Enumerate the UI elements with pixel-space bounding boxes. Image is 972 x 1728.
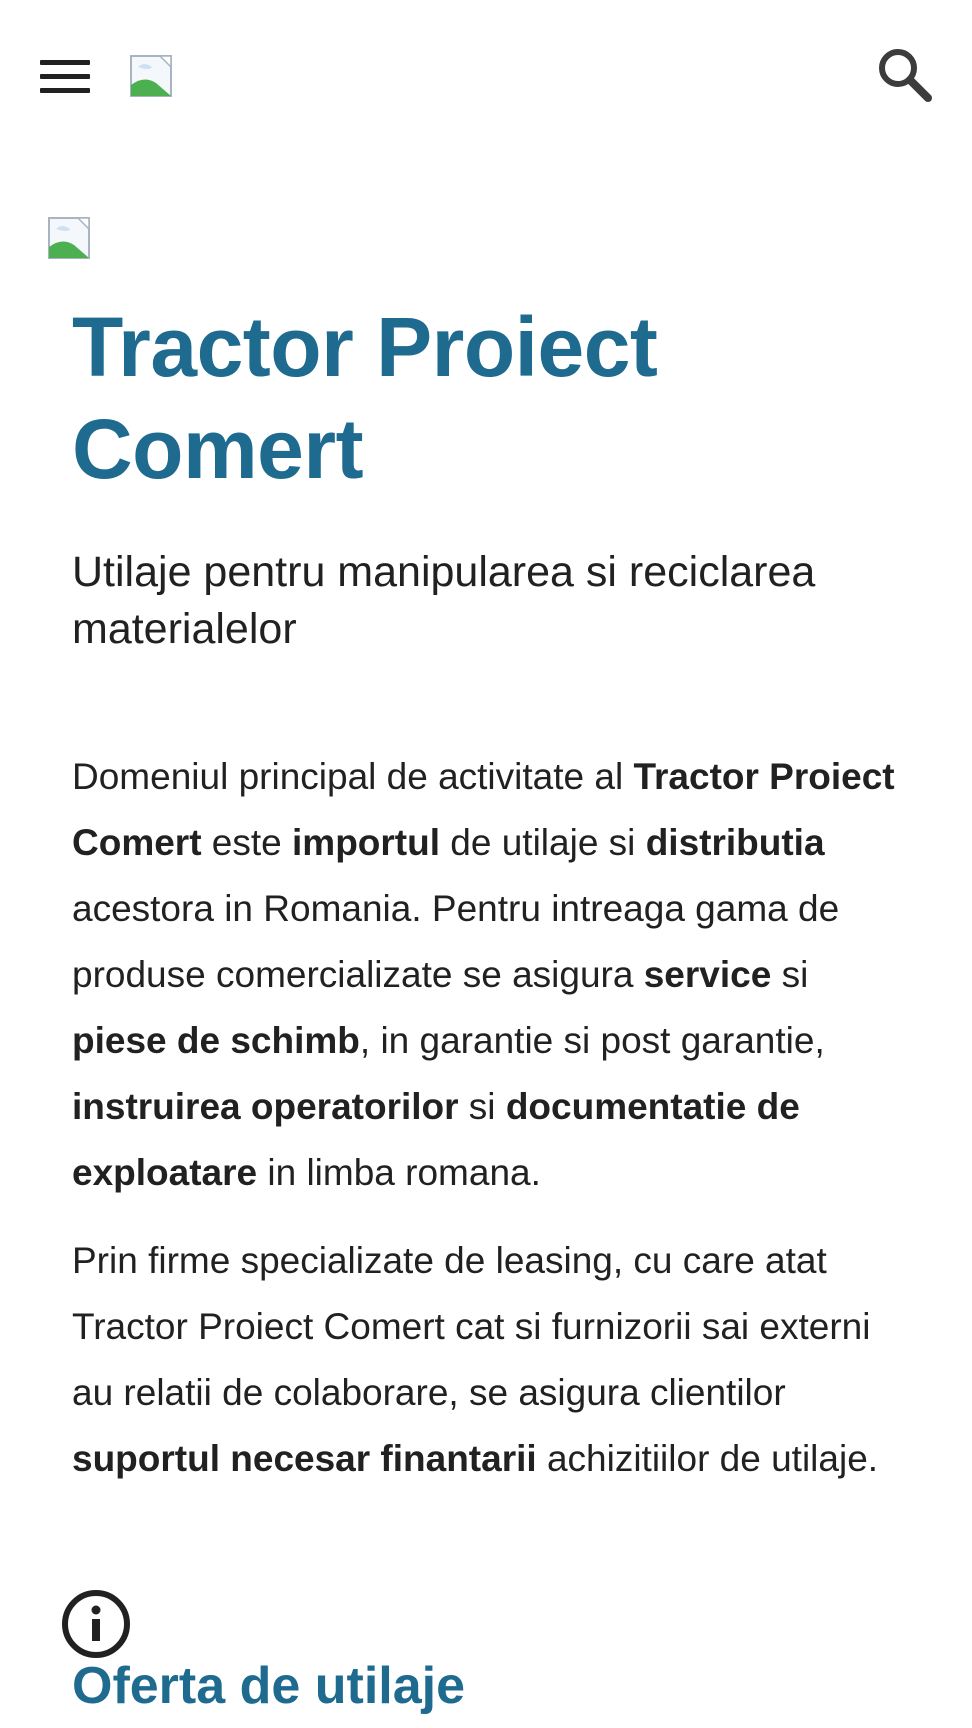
financing-paragraph xyxy=(72,1228,912,1492)
search-button[interactable] xyxy=(870,40,940,110)
search-icon xyxy=(870,40,940,110)
bold-text: suportul necesar finantarii xyxy=(72,1438,537,1479)
hamburger-menu-icon-bar xyxy=(40,74,90,79)
hamburger-menu-icon-bar xyxy=(40,88,90,93)
bold-text: documentatie de exploatare xyxy=(72,1086,800,1193)
text-segment: , in garantie si post garantie, xyxy=(359,1020,825,1061)
broken-image-icon xyxy=(130,55,172,97)
text-segment: si xyxy=(771,954,809,995)
bold-text: Tractor Proiect Comert xyxy=(72,756,895,863)
text-segment: acestora in Romania. Pentru intreaga gama de produse comercializate se asigura xyxy=(72,888,840,995)
hamburger-menu-icon xyxy=(40,60,90,65)
text-segment: si xyxy=(458,1086,506,1127)
site-logo[interactable] xyxy=(130,55,172,97)
bold-text: distributia xyxy=(645,822,825,863)
text-segment: Prin firme specializate de leasing, cu care atat Tractor Proiect Comert cat si furnizorii sai externi au relatii de colaborare, se asigura clientilor xyxy=(72,1240,871,1413)
text-segment: in limba romana. xyxy=(257,1152,541,1193)
bold-text: service xyxy=(643,954,772,995)
info-icon xyxy=(60,1588,132,1660)
section-heading-offer: Oferta de utilaje xyxy=(72,1657,465,1715)
menu-button[interactable] xyxy=(28,44,102,108)
text-segment: achizitiilor de utilaje. xyxy=(536,1438,879,1479)
page-subtitle: Utilaje pentru manipularea si reciclarea materialelor xyxy=(72,548,816,653)
broken-image-icon xyxy=(48,217,90,259)
text-segment: este xyxy=(201,822,293,863)
intro-paragraph xyxy=(72,744,912,1206)
page-title: Tractor Proiect Comert xyxy=(72,300,658,496)
text-segment: Domeniul principal de activitate al xyxy=(72,756,634,797)
bold-text: piese de schimb xyxy=(72,1020,360,1061)
text-segment: de utilaje si xyxy=(440,822,646,863)
top-app-bar xyxy=(0,0,972,150)
bold-text: importul xyxy=(292,822,441,863)
bold-text: instruirea operatorilor xyxy=(72,1086,459,1127)
hero-image xyxy=(48,217,90,259)
main-content xyxy=(72,296,912,1492)
info-button[interactable] xyxy=(60,1588,132,1660)
